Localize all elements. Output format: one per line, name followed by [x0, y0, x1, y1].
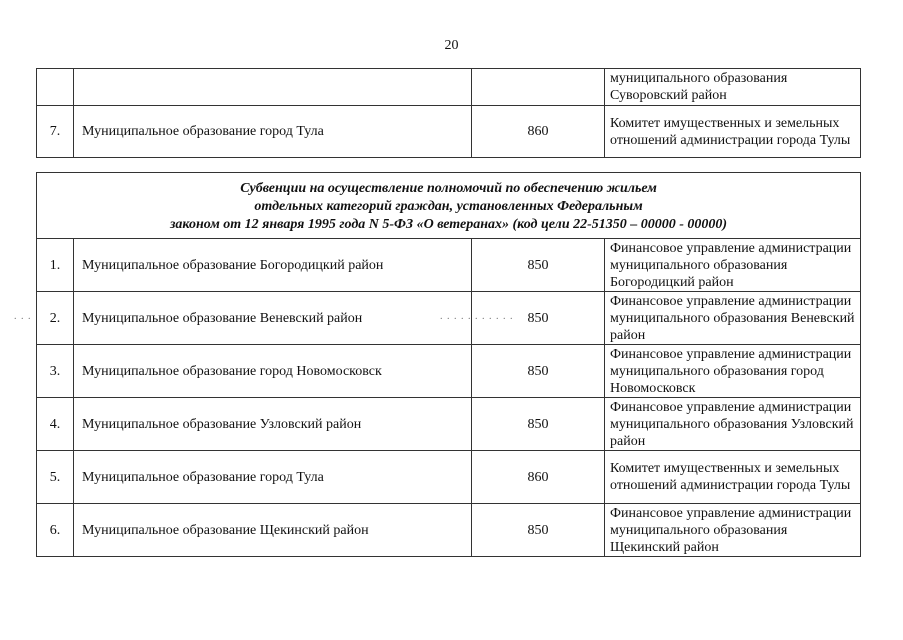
- recipient: Финансовое управление администрации муниципального образования Веневский район: [605, 292, 861, 345]
- subsidy-table: [36, 172, 861, 557]
- row-number: 6.: [37, 504, 74, 557]
- municipality-name: Муниципальное образование город Новомосковск: [74, 345, 472, 398]
- continuation-table: [36, 68, 861, 158]
- row-number: 2.: [37, 292, 74, 345]
- row-number: 1.: [37, 239, 74, 292]
- code: 850: [472, 345, 605, 398]
- row-number: 4.: [37, 398, 74, 451]
- municipality-name: Муниципальное образование город Тула: [74, 106, 472, 158]
- recipient: Финансовое управление администрации муниципального образования город Новомосковск: [605, 345, 861, 398]
- code: [472, 69, 605, 106]
- section-heading-line: Субвенции на осуществление полномочий по обеспечению жильем: [240, 180, 657, 196]
- table-row: [37, 451, 861, 504]
- row-number: [37, 69, 74, 106]
- recipient: Финансовое управление администрации муниципального образования Узловский район: [605, 398, 861, 451]
- recipient: Финансовое управление администрации муниципального образования Богородицкий район: [605, 239, 861, 292]
- scan-artifact-dots: . . . . . . . . . . .: [440, 311, 514, 322]
- code: 850: [472, 239, 605, 292]
- code: 850: [472, 504, 605, 557]
- table-row: [37, 345, 861, 398]
- recipient: Комитет имущественных и земельных отношений администрации города Тулы: [605, 451, 861, 504]
- scan-artifact-dots: . . .: [14, 311, 32, 322]
- section-heading-row: [37, 173, 861, 239]
- recipient: Комитет имущественных и земельных отношений администрации города Тулы: [605, 106, 861, 158]
- row-number: 3.: [37, 345, 74, 398]
- page-number: 20: [444, 38, 459, 53]
- row-number: 5.: [37, 451, 74, 504]
- municipality-name: Муниципальное образование город Тула: [74, 451, 472, 504]
- table-row: [37, 504, 861, 557]
- code: 860: [472, 451, 605, 504]
- table-row: [37, 106, 861, 158]
- recipient: муниципального образования Суворовский район: [605, 69, 861, 106]
- section-heading-line: законом от 12 января 1995 года N 5-ФЗ «О ветеранах» (код цели 22-51350 – 00000 - 00000): [169, 216, 728, 232]
- table-row: [37, 398, 861, 451]
- code: 850: [472, 292, 605, 345]
- municipality-name: Муниципальное образование Веневский район: [74, 292, 472, 345]
- table-row: [37, 69, 861, 106]
- code: 850: [472, 398, 605, 451]
- municipality-name: Муниципальное образование Богородицкий район: [74, 239, 472, 292]
- row-number: 7.: [37, 106, 74, 158]
- code: 860: [472, 106, 605, 158]
- recipient: Финансовое управление администрации муниципального образования Щекинский район: [605, 504, 861, 557]
- table-row: [37, 239, 861, 292]
- municipality-name: [74, 69, 472, 106]
- section-heading: [37, 173, 861, 239]
- municipality-name: Муниципальное образование Узловский район: [74, 398, 472, 451]
- municipality-name: Муниципальное образование Щекинский район: [74, 504, 472, 557]
- section-heading-line: отдельных категорий граждан, установленных Федеральным: [254, 198, 643, 214]
